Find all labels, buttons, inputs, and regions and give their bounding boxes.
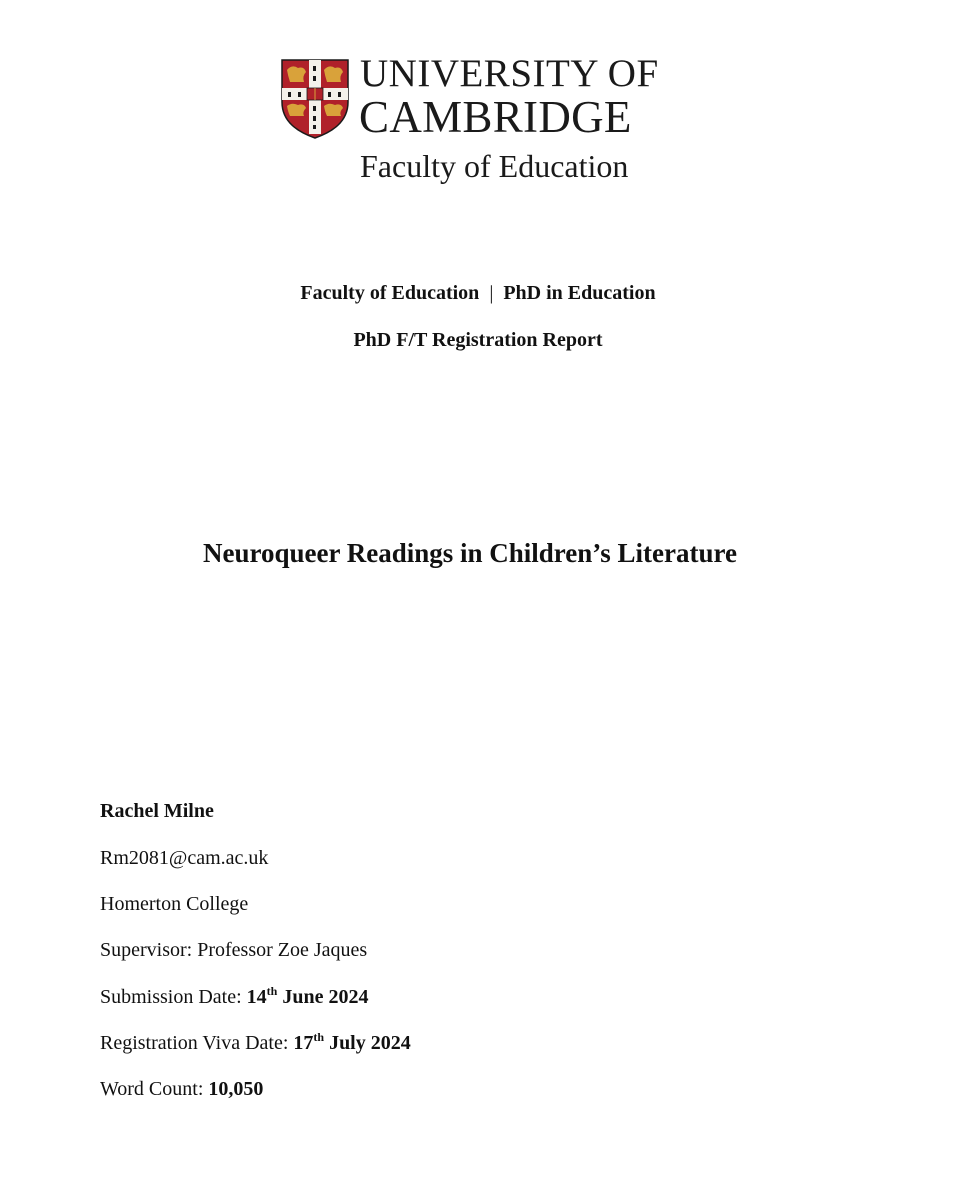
word-count xyxy=(100,1077,263,1101)
viva-suffix: th xyxy=(313,1030,325,1044)
programme-line xyxy=(0,281,956,305)
viva-month-year: July 2024 xyxy=(324,1032,411,1054)
header-programme: PhD in Education xyxy=(503,282,656,304)
university-crest-icon xyxy=(280,58,350,140)
viva-label: Registration Viva Date: xyxy=(100,1032,294,1054)
viva-day: 17 xyxy=(293,1032,314,1054)
document-title: Neuroqueer Readings in Children’s Literature xyxy=(202,538,737,568)
header-separator: | xyxy=(489,282,494,304)
author-name-text: Rachel Milne xyxy=(100,800,214,822)
author-college: Homerton College xyxy=(100,893,249,915)
submission-suffix: th xyxy=(266,984,278,998)
supervisor: Supervisor: Professor Zoe Jaques xyxy=(100,939,368,961)
submission-month-year: June 2024 xyxy=(277,986,369,1008)
submission-date xyxy=(100,985,368,1009)
logo-university-line2: CAMBRIDGE xyxy=(359,92,632,142)
viva-date xyxy=(100,1031,411,1055)
submission-day: 14 xyxy=(246,986,267,1008)
report-type: PhD F/T Registration Report xyxy=(353,329,603,351)
logo-university-line1: UNIVERSITY OF xyxy=(360,52,659,95)
word-count-value: 10,050 xyxy=(208,1078,264,1100)
word-count-label: Word Count: xyxy=(100,1078,209,1100)
logo-faculty-name: Faculty of Education xyxy=(360,148,629,184)
header-faculty: Faculty of Education xyxy=(300,282,480,304)
university-logo xyxy=(278,52,678,192)
submission-label: Submission Date: xyxy=(100,986,247,1008)
author-email: Rm2081@cam.ac.uk xyxy=(100,847,269,869)
author-name xyxy=(100,799,214,823)
